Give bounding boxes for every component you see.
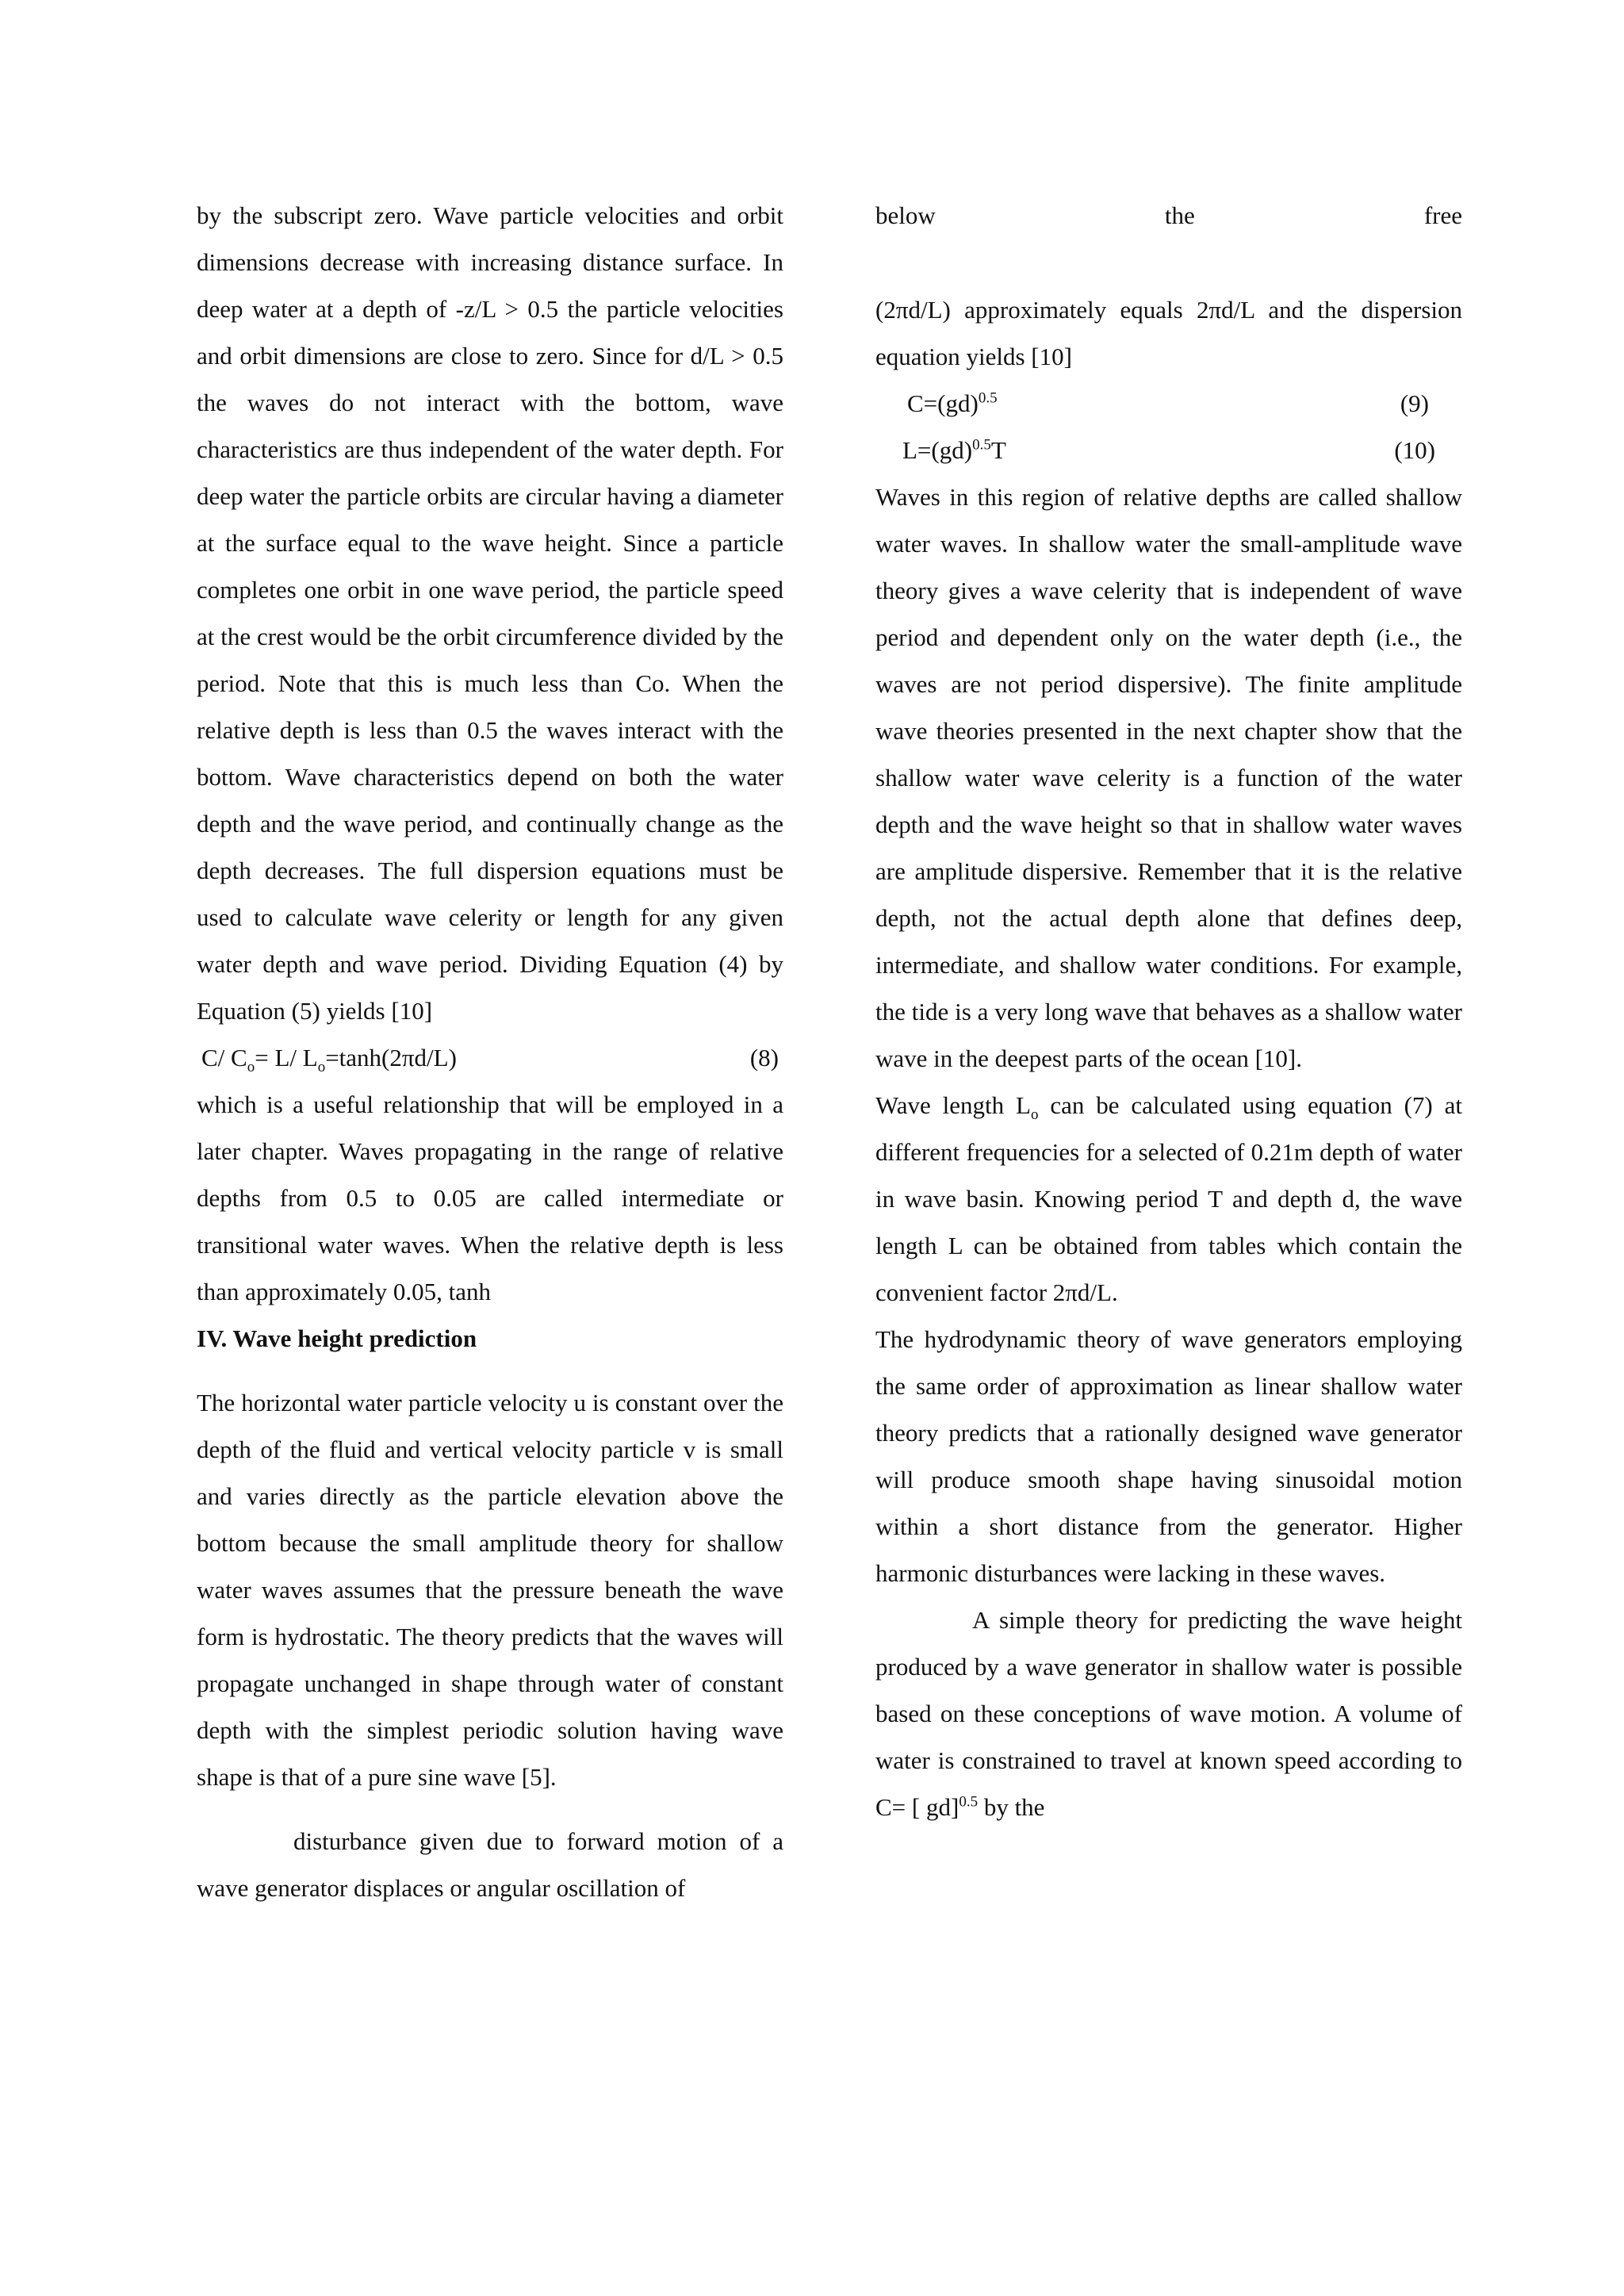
equation-number-8: (8) [749, 1044, 779, 1071]
equation-8 [197, 1034, 783, 1081]
word-the: the [1164, 201, 1195, 229]
equation-number-10: (10) [1394, 436, 1435, 464]
eq10-lhs: L=(gd) [902, 436, 973, 464]
left-paragraph-3: The horizontal water particle velocity u is constant over the depth of the fluid and vertical velocity particle v is small and varies directly as the particle elevation above the bottom because the small amplitude theory for shallow water waves assumes that the pressure beneath the wave form is hydrostatic. The theory predicts that the waves will propagate unchanged in shape through water of constant depth with the simplest periodic solution having wave shape is that of a pure sine wave [5]. [197, 1389, 783, 1791]
word-below: below [875, 201, 936, 229]
left-paragraph-4: disturbance given due to forward motion of a wave generator displaces or angular oscillation of [197, 1827, 783, 1902]
eq8-mid: = L/ L [255, 1044, 318, 1071]
para5-text: A simple theory for predicting the wave height produced by a wave generator in shallow water is possible based on these conceptions of wave motion. A volume of water is constrained to travel at known speed according to C= [ gd] [875, 1606, 1462, 1821]
left-column [197, 192, 783, 1911]
eq8-c: C/ C [201, 1044, 247, 1071]
right-column [875, 192, 1462, 1830]
eq8-c-sub: o [247, 1059, 255, 1076]
eq8-rest: =tanh(2πd/L) [325, 1044, 457, 1071]
right-paragraph-1: (2πd/L) approximately equals 2πd/L and the dispersion equation yields [10] [875, 296, 1462, 370]
section-heading: IV. Wave height prediction [197, 1324, 477, 1352]
para3-rest: can be calculated using equation (7) at different frequencies for a selected of 0.21m depth of water in wave basin. Knowing period T and depth d, the wave length L can be obtained from tables which contain the convenient factor 2πd/L. [875, 1091, 1462, 1306]
right-paragraph-5 [875, 1596, 1462, 1830]
eq10-sup: 0.5 [972, 436, 991, 454]
eq10-rest: T [990, 436, 1006, 464]
para3-sub: o [1030, 1106, 1039, 1124]
para5-end: by the [978, 1793, 1045, 1821]
left-paragraph-2: which is a useful relationship that will be employed in a later chapter. Waves propagating in the range of relative depths from 0.5 to 0.05 are called intermediate or transitional water waves. When the relative depth is less than approximately 0.05, tanh [197, 1091, 783, 1305]
equation-9 [875, 380, 1462, 427]
equation-10 [875, 427, 1462, 473]
right-paragraph-2: Waves in this region of relative depths are called shallow water waves. In shallow water the small-amplitude wave theory gives a wave celerity that is independent of wave period and dependent only on the water depth (i.e., the waves are not period dispersive). The finite amplitude wave theories presented in the next chapter show that the shallow water wave celerity is a function of the water depth and the wave height so that in shallow water waves are amplitude dispersive. Remember that it is the relative depth, not the actual depth alone that defines deep, intermediate, and shallow water conditions. For example, the tide is a very long wave that behaves as a shallow water wave in the deepest parts of the ocean [10]. [875, 483, 1462, 1072]
equation-number-9: (9) [1400, 389, 1429, 417]
right-paragraph-4: The hydrodynamic theory of wave generators employing the same order of approximation as linear shallow water theory predicts that a rationally designed wave generator will produce smooth shape having sinusoidal motion within a short distance from the generator. Higher harmonic disturbances were lacking in these waves. [875, 1325, 1462, 1587]
right-paragraph-3 [875, 1082, 1462, 1316]
eq9-sup: 0.5 [978, 389, 998, 407]
word-free: free [1423, 201, 1462, 229]
para5-sup: 0.5 [959, 1793, 979, 1811]
right-first-line [875, 192, 1462, 239]
eq9-lhs: C=(gd) [907, 389, 979, 417]
eq8-l-sub: o [317, 1059, 326, 1076]
left-paragraph-1: by the subscript zero. Wave particle velocities and orbit dimensions decrease with increasing distance surface. In deep water at a depth of -z/L > 0.5 the particle velocities and orbit dimensions are close to zero. Since for d/L > 0.5 the waves do not interact with the bottom, wave characteristics are thus independent of the water depth. For deep water the particle orbits are circular having a diameter at the surface equal to the wave height. Since a particle completes one orbit in one wave period, the particle speed at the crest would be the orbit circumference divided by the period. Note that this is much less than Co. When the relative depth is less than 0.5 the waves interact with the bottom. Wave characteristics depend on both the water depth and the wave period, and continually change as the depth decreases. The full dispersion equations must be used to calculate wave celerity or length for any given water depth and wave period. Dividing Equation (4) by Equation (5) yields [10] [197, 201, 783, 1025]
para3-start: Wave length L [875, 1091, 1031, 1119]
